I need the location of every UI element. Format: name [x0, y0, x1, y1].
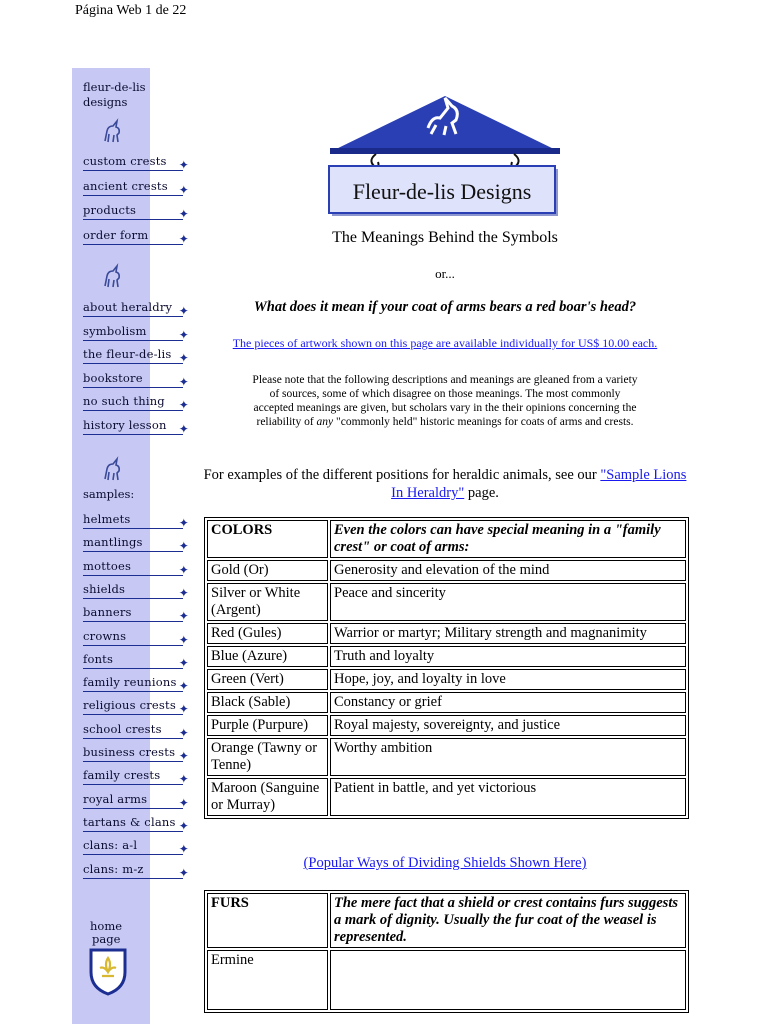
artwork-price-link[interactable]: The pieces of artwork shown on this page are available individually for US$ 10.00 each. — [232, 336, 658, 350]
fleur-arrow-icon: ✦ — [178, 842, 189, 857]
row-label: Green (Vert) — [207, 669, 328, 690]
question-heading: What does it mean if your coat of arms bears a red boar's head? — [253, 299, 637, 315]
row-meaning: Patient in battle, and yet victorious — [330, 778, 686, 816]
fleur-arrow-icon: ✦ — [178, 749, 189, 763]
furs-header-label: FURS — [207, 893, 328, 948]
sidebar-item-label: mantlings — [83, 535, 143, 550]
sidebar-brand-line2: designs — [83, 95, 128, 109]
table-row — [207, 560, 686, 581]
row-label: Purple (Purpure) — [207, 715, 328, 736]
nav-underline — [83, 784, 183, 785]
table-row — [207, 715, 686, 736]
table-row — [207, 646, 686, 667]
fleur-arrow-icon: ✦ — [178, 585, 189, 600]
nav-underline — [83, 878, 183, 879]
table-row — [207, 950, 686, 1010]
sidebar-brand-line1: fleur-de-lis — [83, 80, 146, 94]
sidebar-item-business-crests[interactable] — [83, 745, 193, 763]
sidebar-item-about-heraldry[interactable] — [83, 300, 193, 318]
sidebar-item-label: no such thing — [83, 394, 165, 408]
row-label: Maroon (Sanguine or Murray) — [207, 778, 328, 816]
note-emphasis: any — [316, 416, 334, 428]
row-meaning: Truth and loyalty — [330, 646, 686, 667]
colors-header-label: COLORS — [207, 520, 328, 558]
sidebar-item-label: family reunions — [83, 675, 177, 690]
table-row — [207, 669, 686, 690]
table-row — [207, 778, 686, 816]
nav-underline — [83, 170, 183, 171]
home-label-line2[interactable]: page — [92, 932, 121, 946]
sidebar-item-shields[interactable] — [83, 582, 193, 600]
sidebar-item-label: symbolism — [83, 323, 147, 338]
disclaimer-note: Please note that the following descriptions and meanings are gleaned from a variety of sources, some of which disagree on those meanings. The most commonly accepted meanings are given, but scholars vary in the their opinions concerning the reliability of any "commonly held" historic meanings for coats of arms and crests. — [252, 374, 638, 428]
fleur-arrow-icon: ✦ — [178, 562, 189, 577]
sidebar-item-clans-a-l[interactable] — [83, 838, 193, 856]
nav-underline — [83, 831, 183, 832]
sidebar-samples-label: samples: — [83, 487, 135, 501]
nav-underline — [83, 621, 183, 622]
sidebar-item-label: royal arms — [83, 791, 148, 806]
table-row — [207, 623, 686, 644]
fleur-arrow-icon: ✦ — [178, 865, 189, 880]
sidebar-item-school-crests[interactable] — [83, 722, 193, 740]
fleur-arrow-icon: ✦ — [178, 398, 189, 412]
fleur-arrow-icon: ✦ — [178, 655, 189, 670]
fleur-arrow-icon: ✦ — [178, 231, 189, 246]
sidebar-item-family-reunions[interactable] — [83, 675, 193, 693]
row-meaning: Worthy ambition — [330, 738, 686, 776]
fleur-arrow-icon: ✦ — [178, 182, 189, 197]
table-row — [207, 692, 686, 713]
fleur-arrow-icon: ✦ — [178, 818, 189, 833]
nav-underline — [83, 363, 183, 364]
table-header-row — [207, 520, 686, 558]
fleur-de-lis-designs-logo — [328, 68, 562, 218]
fleur-arrow-icon: ✦ — [178, 351, 189, 365]
nav-underline — [83, 195, 183, 196]
sidebar-item-label: about heraldry — [83, 300, 173, 314]
sidebar-item-order-form[interactable] — [83, 228, 193, 246]
unicorn-icon — [97, 117, 127, 147]
sidebar-item-royal-arms[interactable] — [83, 792, 193, 810]
fleur-arrow-icon: ✦ — [178, 516, 189, 530]
table-header-row — [207, 893, 686, 948]
sidebar-item-label: clans: m-z — [83, 861, 144, 876]
sidebar-item-label: ancient crests — [83, 178, 168, 193]
nav-underline — [83, 575, 183, 576]
sample-lions-link[interactable]: "Sample Lions In Heraldry" — [391, 467, 687, 501]
fleur-arrow-icon: ✦ — [178, 725, 189, 740]
fleur-arrow-icon: ✦ — [178, 421, 189, 436]
nav-underline — [83, 714, 183, 715]
fleur-arrow-icon: ✦ — [178, 795, 189, 810]
or-text: or... — [435, 266, 455, 281]
sidebar-item-label: tartans & clans — [83, 814, 176, 829]
unicorn-icon — [97, 455, 127, 485]
fleur-arrow-icon: ✦ — [178, 772, 189, 787]
sidebar-item-label: banners — [83, 605, 132, 620]
nav-underline — [83, 808, 183, 809]
sidebar-item-label: school crests — [83, 721, 162, 736]
table-row — [207, 583, 686, 621]
nav-underline — [83, 410, 183, 411]
sidebar-item-label: family crests — [83, 768, 161, 783]
sidebar-item-custom-crests[interactable] — [83, 154, 193, 172]
sidebar-item-label: crowns — [83, 628, 127, 643]
sidebar-item-label: clans: a-l — [83, 838, 138, 853]
fleur-arrow-icon: ✦ — [178, 679, 189, 694]
row-label: Orange (Tawny or Tenne) — [207, 738, 328, 776]
row-meaning: Peace and sincerity — [330, 583, 686, 621]
fleur-arrow-icon: ✦ — [178, 374, 189, 389]
dividing-shields-paragraph — [205, 855, 685, 872]
nav-underline — [83, 340, 183, 341]
row-meaning — [330, 950, 686, 1010]
furs-table — [204, 890, 689, 1013]
nav-underline — [83, 316, 183, 317]
home-label-line1[interactable]: home — [90, 919, 123, 933]
row-meaning: Constancy or grief — [330, 692, 686, 713]
sidebar-item-fonts[interactable] — [83, 652, 193, 670]
nav-underline — [83, 244, 183, 245]
table-row — [207, 738, 686, 776]
sidebar-item-banners[interactable] — [83, 605, 193, 623]
sidebar-item-symbolism[interactable] — [83, 324, 193, 342]
nav-underline — [83, 551, 183, 552]
nav-underline — [83, 668, 183, 669]
sidebar-item-label: history lesson — [83, 417, 167, 432]
fleur-arrow-icon: ✦ — [178, 632, 189, 647]
sidebar-item-label: products — [83, 203, 137, 217]
nav-underline — [83, 738, 183, 739]
sidebar-item-family-crests[interactable] — [83, 768, 193, 786]
row-label: Gold (Or) — [207, 560, 328, 581]
logo-text: Fleur-de-lis Designs — [352, 179, 532, 204]
sidebar-item-label: order form — [83, 227, 149, 242]
page-header: Página Web 1 de 22 — [75, 3, 187, 18]
dividing-shields-link[interactable]: (Popular Ways of Dividing Shields Shown Here) — [303, 855, 587, 871]
nav-underline — [83, 645, 183, 646]
sidebar-item-no-such-thing[interactable] — [83, 394, 193, 412]
sidebar-item-label: helmets — [83, 512, 131, 526]
sidebar-item-tartans-clans[interactable] — [83, 815, 193, 833]
colors-header-description: Even the colors can have special meaning in a "family crest" or coat of arms: — [330, 520, 686, 558]
fleur-arrow-icon: ✦ — [178, 158, 189, 172]
furs-header-description: The mere fact that a shield or crest contains furs suggests a mark of dignity. Usually the fur coat of the weasel is represented. — [330, 893, 686, 948]
sidebar-item-label: fonts — [83, 651, 114, 666]
row-label: Red (Gules) — [207, 623, 328, 644]
unicorn-icon — [97, 262, 127, 292]
sidebar-item-crowns[interactable] — [83, 629, 193, 647]
examples-paragraph: For examples of the different positions for heraldic animals, see our "Sample Lions In Heraldry" page. — [203, 467, 687, 501]
nav-underline — [83, 854, 183, 855]
fleur-arrow-icon: ✦ — [178, 327, 189, 342]
sidebar-item-ancient-crests[interactable] — [83, 179, 193, 197]
sidebar-item-label: mottoes — [83, 558, 132, 573]
sidebar-item-label: the fleur-de-lis — [83, 347, 172, 361]
sidebar-item-history-lesson[interactable] — [83, 418, 193, 436]
sidebar-item-mantlings[interactable] — [83, 535, 193, 553]
page-title: The Meanings Behind the Symbols — [332, 229, 558, 246]
fleur-arrow-icon: ✦ — [178, 609, 189, 624]
nav-underline — [83, 598, 183, 599]
row-meaning: Hope, joy, and loyalty in love — [330, 669, 686, 690]
sidebar-item-clans-m-z[interactable] — [83, 862, 193, 880]
sidebar-item-helmets[interactable] — [83, 512, 193, 530]
fleur-arrow-icon: ✦ — [178, 304, 189, 318]
row-label: Ermine — [207, 950, 328, 1010]
row-label: Silver or White (Argent) — [207, 583, 328, 621]
home-shield-icon[interactable] — [88, 946, 128, 996]
sidebar-item-religious-crests[interactable] — [83, 698, 193, 716]
nav-underline — [83, 219, 183, 220]
fleur-arrow-icon: ✦ — [178, 702, 189, 717]
nav-underline — [83, 528, 183, 529]
row-meaning: Warrior or martyr; Military strength and magnanimity — [330, 623, 686, 644]
nav-underline — [83, 387, 183, 388]
sidebar-item-bookstore[interactable] — [83, 371, 193, 389]
sidebar-item-mottoes[interactable] — [83, 559, 193, 577]
sidebar-item-products[interactable] — [83, 203, 193, 221]
colors-table — [204, 517, 689, 819]
fleur-arrow-icon: ✦ — [178, 539, 189, 554]
nav-underline — [83, 691, 183, 692]
nav-underline — [83, 434, 183, 435]
fleur-arrow-icon: ✦ — [178, 207, 189, 221]
sidebar-item-label: shields — [83, 581, 126, 596]
sidebar-item-label: business crests — [83, 745, 176, 759]
nav-underline — [83, 761, 183, 762]
row-meaning: Generosity and elevation of the mind — [330, 560, 686, 581]
sidebar-item-label: religious crests — [83, 698, 176, 713]
sidebar-item-the-fleur-de-lis[interactable] — [83, 347, 193, 365]
row-label: Black (Sable) — [207, 692, 328, 713]
sidebar-item-label: bookstore — [83, 370, 143, 385]
sidebar-item-label: custom crests — [83, 154, 167, 168]
row-meaning: Royal majesty, sovereignty, and justice — [330, 715, 686, 736]
row-label: Blue (Azure) — [207, 646, 328, 667]
